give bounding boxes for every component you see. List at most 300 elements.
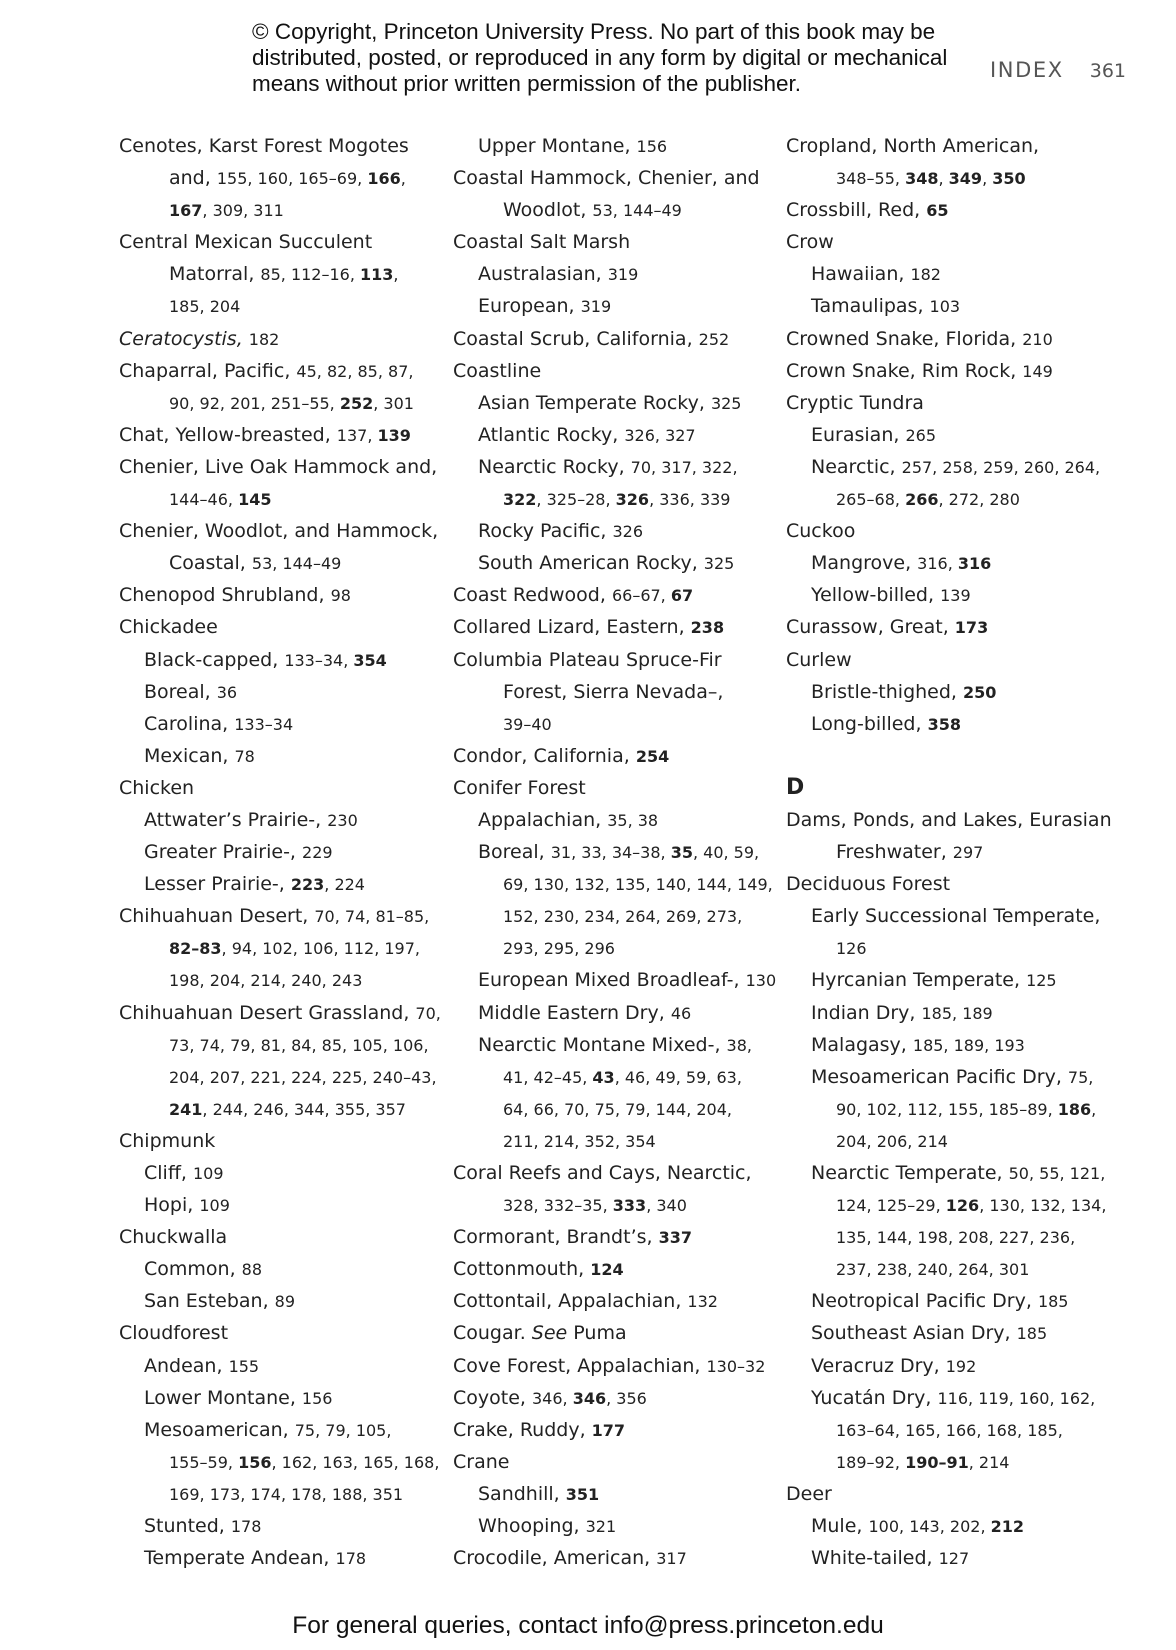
- index-entry-line: [453, 1157, 783, 1189]
- page-reference: 346,: [531, 1388, 573, 1408]
- index-term: Whooping,: [478, 1515, 586, 1538]
- page-reference: 149: [1022, 361, 1053, 381]
- index-term: Conifer Forest: [453, 776, 586, 799]
- page-reference: 67: [670, 586, 694, 606]
- index-entry-line: [453, 1414, 783, 1446]
- index-entry-line: [786, 900, 1116, 932]
- index-entry-line: [453, 579, 783, 611]
- page-reference: 31, 33, 34–38,: [550, 843, 671, 863]
- page-reference: 156: [301, 1388, 333, 1408]
- page-reference: 64, 66, 70, 75, 79, 144, 204,: [503, 1099, 732, 1119]
- page-reference: 65: [926, 201, 949, 221]
- index-entry-line: [453, 323, 783, 355]
- page-reference: , 244, 246, 344, 355, 357: [202, 1099, 406, 1119]
- index-term: South American Rocky,: [478, 552, 704, 575]
- page-reference: 82–83: [169, 939, 222, 959]
- page-reference: 257, 258, 259, 260, 264,: [901, 457, 1101, 477]
- page-reference: 155: [228, 1356, 260, 1376]
- index-entry-line: [119, 997, 449, 1029]
- page-reference: , 356: [606, 1388, 647, 1408]
- index-term: Indian Dry,: [811, 1001, 922, 1024]
- index-term: Common,: [144, 1258, 242, 1281]
- index-term: See: [531, 1322, 568, 1345]
- page-reference: 230: [327, 810, 358, 830]
- index-term: Forest, Sierra Nevada–,: [503, 680, 724, 703]
- page-reference: 90, 92, 201, 251–55,: [169, 393, 340, 413]
- index-entry-line: [119, 1189, 449, 1221]
- copyright-line: means without prior written permission of the publisher.: [252, 71, 802, 96]
- page-reference: 252: [339, 393, 374, 413]
- page-reference: 319: [607, 265, 639, 285]
- page-reference: 237, 238, 240, 264, 301: [836, 1260, 1030, 1280]
- index-entry-line: [786, 1414, 1116, 1446]
- page-reference: 156: [636, 137, 668, 156]
- index-entry-line: [786, 162, 1116, 194]
- copyright-line: © Copyright, Princeton University Press. No part of this book may be: [252, 19, 936, 44]
- page-reference: 45, 82, 85, 87,: [296, 361, 414, 381]
- index-term: Crossbill, Red,: [786, 199, 927, 222]
- index-term: Coastal,: [169, 552, 252, 575]
- index-entry-line: [453, 611, 783, 643]
- page-reference: 145: [238, 490, 272, 510]
- page-reference: 53, 144–49: [592, 201, 682, 221]
- index-entry-line: [786, 290, 1116, 322]
- index-entry-line: [119, 644, 449, 676]
- page-reference: 89: [274, 1292, 296, 1312]
- index-entry-line: [786, 708, 1116, 740]
- index-entry-line: [119, 836, 449, 868]
- page-reference: 351: [565, 1484, 600, 1504]
- page-reference: 321: [585, 1517, 617, 1537]
- index-term: Attwater’s Prairie-,: [144, 808, 328, 831]
- index-entry-line: [119, 1221, 449, 1253]
- index-term: Asian Temperate Rocky,: [478, 391, 711, 414]
- index-entry-line: [453, 1382, 783, 1414]
- page-reference: 211, 214, 352, 354: [503, 1131, 656, 1151]
- index-entry-line: [453, 451, 783, 483]
- index-term: Chenopod Shrubland,: [119, 584, 331, 607]
- index-term: Mule,: [811, 1515, 869, 1538]
- index-term: Cloudforest: [119, 1322, 229, 1345]
- index-entry-line: [453, 1061, 783, 1093]
- index-entry-line: [786, 1478, 1116, 1510]
- index-term: San Esteban,: [144, 1290, 275, 1313]
- page-reference: 333: [612, 1196, 647, 1216]
- index-term: Chaparral, Pacific,: [119, 359, 297, 382]
- page-reference: 126: [836, 939, 867, 959]
- index-term: Coastal Salt Marsh: [453, 231, 631, 254]
- index-term: Hyrcanian Temperate,: [811, 969, 1027, 992]
- index-term: White-tailed,: [811, 1547, 939, 1570]
- index-term: Hopi,: [144, 1194, 200, 1217]
- index-entry-line: [453, 868, 783, 900]
- page-reference: 130: [745, 971, 777, 991]
- index-term: Freshwater,: [836, 841, 953, 864]
- index-entry-line: [453, 1478, 783, 1510]
- page-reference: 144–46,: [169, 490, 239, 510]
- page-reference: 75, 79, 105,: [294, 1420, 392, 1440]
- index-entry-line: [453, 387, 783, 419]
- index-entry-line: [119, 226, 449, 258]
- page-reference: 155, 160, 165–69,: [216, 169, 368, 189]
- page-reference: 127: [938, 1549, 970, 1569]
- page-reference: ,: [393, 265, 399, 285]
- page-reference: 185: [1037, 1292, 1069, 1312]
- index-term: Stunted,: [144, 1515, 231, 1538]
- index-entry-line: [453, 258, 783, 290]
- index-term: Mexican,: [144, 744, 235, 767]
- page-reference: , 301: [373, 393, 414, 413]
- page-reference: 70,: [415, 1003, 441, 1023]
- page-reference: , 162, 163, 165, 168,: [271, 1452, 440, 1472]
- index-entry-line: [786, 1317, 1116, 1349]
- index-term: D: [786, 774, 805, 800]
- index-spacer: [786, 740, 1116, 772]
- index-term: Long-billed,: [811, 712, 928, 735]
- page-reference: 35: [670, 843, 693, 863]
- page-reference: 46: [670, 1003, 692, 1023]
- index-entry-line: [786, 1510, 1116, 1542]
- index-term: Mesoamerican Pacific Dry,: [811, 1065, 1068, 1088]
- index-entry-line: [453, 130, 783, 162]
- index-entry-line: [119, 258, 449, 290]
- index-term: Crow: [786, 231, 834, 254]
- index-entry-line: [119, 804, 449, 836]
- page-reference: 322: [503, 490, 537, 510]
- page-reference: 348: [905, 169, 939, 189]
- index-column-1: [119, 130, 449, 1574]
- index-entry-line: [786, 547, 1116, 579]
- index-term: Malagasy,: [811, 1033, 913, 1056]
- page-reference: 316: [957, 554, 992, 574]
- index-term: Nearctic,: [811, 455, 902, 478]
- running-head: [990, 58, 1126, 82]
- page-reference: 137,: [336, 425, 378, 445]
- index-entry-line: [119, 1061, 449, 1093]
- index-entry-line: [786, 1446, 1116, 1478]
- page-reference: ,: [982, 169, 993, 189]
- index-term: Crocodile, American,: [453, 1547, 657, 1570]
- index-term: Crane: [453, 1450, 510, 1473]
- index-term: Cougar.: [453, 1322, 532, 1345]
- index-entry-line: [453, 1253, 783, 1285]
- index-term: Coral Reefs and Cays, Nearctic,: [453, 1162, 752, 1184]
- index-term: Eurasian,: [811, 423, 906, 446]
- index-term: Coastal Scrub, California,: [453, 327, 699, 350]
- index-term: Curlew: [786, 648, 852, 671]
- index-entry-line: [119, 1510, 449, 1542]
- index-entry-line: [119, 900, 449, 932]
- page-reference: 39–40: [503, 714, 552, 734]
- index-term: Chihuahuan Desert,: [119, 905, 315, 928]
- copyright-notice: [252, 19, 952, 97]
- index-entry-line: [453, 290, 783, 322]
- index-entry-line: [453, 226, 783, 258]
- index-entry-line: [119, 1029, 449, 1061]
- page-reference: 265–68,: [836, 490, 906, 510]
- index-entry-line: [786, 836, 1116, 868]
- index-term: Andean,: [144, 1354, 229, 1377]
- index-entry-line: [786, 194, 1116, 226]
- index-term: Curassow, Great,: [786, 616, 955, 639]
- index-entry-line: [453, 1093, 783, 1125]
- index-entry-line: [453, 997, 783, 1029]
- index-entry-line: [453, 1446, 783, 1478]
- page-reference: 133–34: [234, 714, 294, 734]
- index-term: Chenier, Woodlot, and Hammock,: [119, 520, 439, 543]
- page-reference: , 214: [968, 1452, 1010, 1472]
- index-entry-line: [119, 547, 449, 579]
- page-reference: 132: [687, 1292, 718, 1312]
- page-reference: 109: [199, 1196, 230, 1216]
- index-entry-line: [786, 1253, 1116, 1285]
- index-entry-line: [453, 1542, 783, 1574]
- index-term: Crake, Ruddy,: [453, 1418, 592, 1441]
- page-reference: 125: [1026, 971, 1057, 991]
- index-entry-line: [119, 1478, 449, 1510]
- index-entry-line: [119, 1125, 449, 1157]
- index-entry-line: [453, 1317, 783, 1349]
- page-reference: 293, 295, 296: [503, 939, 615, 959]
- index-entry-line: [119, 1350, 449, 1382]
- index-term: Cryptic Tundra: [786, 391, 924, 414]
- page-reference: 69, 130, 132, 135, 140, 144, 149,: [503, 875, 773, 895]
- index-entry-line: [119, 290, 449, 322]
- index-term: Carolina,: [144, 712, 235, 735]
- page-reference: 78: [234, 746, 255, 766]
- index-entry-line: [119, 1542, 449, 1574]
- index-entry-line: [119, 419, 449, 451]
- page-reference: 35, 38: [607, 810, 659, 830]
- index-entry-line: [453, 676, 783, 708]
- page-reference: 186: [1057, 1099, 1092, 1119]
- index-entry-line: [453, 964, 783, 996]
- page-reference: 185, 189, 193: [912, 1035, 1025, 1055]
- index-term: Cliff,: [144, 1162, 193, 1184]
- index-entry-line: [786, 932, 1116, 964]
- index-entry-line: [786, 226, 1116, 258]
- index-entry-line: [786, 997, 1116, 1029]
- index-term: Cove Forest, Appalachian,: [453, 1354, 707, 1377]
- index-term: Puma: [567, 1322, 627, 1345]
- page-reference: 254: [635, 746, 670, 766]
- index-entry-line: [119, 387, 449, 419]
- index-entry-line: [453, 836, 783, 868]
- page-reference: ,: [938, 169, 949, 189]
- page-reference: , 336, 339: [649, 490, 731, 510]
- index-term: Crown Snake, Rim Rock,: [786, 359, 1023, 382]
- index-entry-line: [786, 1157, 1116, 1189]
- page-reference: 250: [963, 682, 997, 702]
- index-entry-line: [119, 194, 449, 226]
- index-entry-line: [119, 323, 449, 355]
- index-entry-line: [453, 772, 783, 804]
- page-reference: 70, 317, 322,: [630, 457, 738, 477]
- index-entry-line: [453, 355, 783, 387]
- page-reference: 126: [945, 1196, 980, 1216]
- index-entry-line: [453, 708, 783, 740]
- page-reference: 325: [710, 393, 742, 413]
- index-term: Appalachian,: [478, 808, 608, 831]
- index-entry-line: [119, 611, 449, 643]
- page-reference: , 272, 280: [938, 490, 1020, 510]
- index-term: Neotropical Pacific Dry,: [811, 1290, 1038, 1313]
- page-reference: 265: [905, 425, 936, 445]
- index-letter-heading: [786, 772, 1116, 804]
- index-entry-line: [786, 387, 1116, 419]
- page-reference: 204, 207, 221, 224, 225, 240–43,: [169, 1067, 437, 1087]
- index-entry-line: [786, 804, 1116, 836]
- index-term: European Mixed Broadleaf-,: [478, 969, 746, 992]
- index-term: Condor, California,: [453, 744, 636, 767]
- index-term: Columbia Plateau Spruce-Fir: [453, 648, 722, 671]
- page-reference: 348–55,: [836, 169, 906, 189]
- index-entry-line: [119, 868, 449, 900]
- page-reference: 152, 230, 234, 264, 269, 273,: [503, 907, 743, 927]
- index-column-3: [786, 130, 1116, 1574]
- index-term: Cuckoo: [786, 520, 856, 543]
- page-reference: 73, 74, 79, 81, 84, 85, 105, 106,: [169, 1035, 429, 1055]
- index-entry-line: [119, 1382, 449, 1414]
- copyright-line: distributed, posted, or reproduced in any form by digital or mechanical: [252, 45, 948, 70]
- index-term: Tamaulipas,: [811, 295, 930, 318]
- index-entry-line: [786, 1093, 1116, 1125]
- index-entry-line: [453, 1285, 783, 1317]
- index-entry-line: [786, 258, 1116, 290]
- page-reference: 319: [580, 297, 612, 317]
- index-entry-line: [453, 804, 783, 836]
- page-reference: 252: [698, 329, 730, 349]
- index-term: Crowned Snake, Florida,: [786, 327, 1023, 350]
- page-reference: 66–67,: [611, 586, 671, 606]
- page-reference: ,: [1091, 1099, 1097, 1119]
- index-term: Coastline: [453, 359, 542, 382]
- index-term: Cropland, North American,: [786, 135, 1040, 157]
- index-entry-line: [453, 644, 783, 676]
- index-term: Sandhill,: [478, 1482, 566, 1505]
- index-term: Nearctic Temperate,: [811, 1162, 1009, 1184]
- index-entry-line: [786, 1285, 1116, 1317]
- page-reference: 50, 55, 121,: [1008, 1164, 1106, 1183]
- index-entry-line: [119, 676, 449, 708]
- page-reference: 317: [656, 1549, 687, 1569]
- index-entry-line: [786, 676, 1116, 708]
- page-reference: 124: [590, 1260, 624, 1280]
- index-term: Ceratocystis,: [119, 327, 243, 350]
- index-entry-line: [786, 1221, 1116, 1253]
- page-reference: 326: [612, 522, 644, 542]
- page-reference: 346: [572, 1388, 607, 1408]
- index-term: Chenier, Live Oak Hammock and,: [119, 455, 438, 478]
- page-reference: 182: [910, 265, 941, 285]
- page-reference: 38,: [726, 1035, 752, 1055]
- page-reference: 139: [377, 425, 411, 445]
- index-entry-line: [786, 1125, 1116, 1157]
- section-title: INDEX: [990, 58, 1064, 82]
- page-reference: 169, 173, 174, 178, 188, 351: [169, 1484, 404, 1504]
- index-term: Deciduous Forest: [786, 873, 951, 896]
- index-entry-line: [453, 483, 783, 515]
- index-entry-line: [786, 419, 1116, 451]
- page-reference: 116, 119, 160, 162,: [937, 1388, 1096, 1408]
- index-entry-line: [786, 611, 1116, 643]
- index-term: Lower Montane,: [144, 1386, 302, 1409]
- index-entry-line: [119, 1093, 449, 1125]
- page-reference: 167: [169, 201, 203, 221]
- index-term: Collared Lizard, Eastern,: [453, 616, 691, 639]
- index-term: and,: [169, 167, 217, 190]
- index-term: Woodlot,: [503, 199, 593, 222]
- index-term: Boreal,: [144, 680, 217, 703]
- page-reference: 212: [990, 1517, 1025, 1537]
- page-reference: 185, 204: [169, 297, 241, 317]
- page-reference: 43: [592, 1067, 615, 1087]
- index-term: Chuckwalla: [119, 1226, 228, 1249]
- index-entry-line: [786, 644, 1116, 676]
- index-term: Rocky Pacific,: [478, 520, 613, 543]
- page-reference: 328, 332–35,: [503, 1196, 613, 1216]
- index-term: Chickadee: [119, 616, 218, 639]
- page-reference: , 325–28,: [536, 490, 616, 510]
- index-term: Black-capped,: [144, 648, 285, 671]
- index-term: Central Mexican Succulent: [119, 231, 373, 254]
- index-term: Coast Redwood,: [453, 584, 612, 607]
- footer-contact: For general queries, contact info@press.princeton.edu: [292, 1612, 884, 1639]
- index-entry-line: [786, 130, 1116, 162]
- page-reference: 354: [353, 650, 387, 670]
- page-reference: ,: [400, 169, 406, 189]
- page-reference: 266: [905, 490, 939, 510]
- index-entry-line: [119, 1253, 449, 1285]
- index-entry-line: [786, 515, 1116, 547]
- index-entry-line: [453, 194, 783, 226]
- index-entry-line: [786, 451, 1116, 483]
- index-term: Bristle-thighed,: [811, 680, 963, 703]
- index-term: Greater Prairie-,: [144, 841, 303, 864]
- index-term: Cottontail, Appalachian,: [453, 1290, 688, 1313]
- page-reference: 163–64, 165, 166, 168, 185,: [836, 1420, 1063, 1440]
- index-entry-line: [453, 1029, 783, 1061]
- page-reference: 135, 144, 198, 208, 227, 236,: [836, 1228, 1076, 1248]
- index-term: Coyote,: [453, 1386, 532, 1409]
- index-entry-line: [786, 323, 1116, 355]
- page-reference: 204, 206, 214: [836, 1131, 948, 1151]
- index-term: Matorral,: [169, 263, 261, 286]
- page-reference: 189–92,: [836, 1452, 906, 1472]
- page-reference: 210: [1022, 329, 1053, 349]
- page-reference: 229: [302, 843, 333, 863]
- index-term: Middle Eastern Dry,: [478, 1001, 671, 1024]
- index-entry-line: [453, 1189, 783, 1221]
- index-entry-line: [119, 932, 449, 964]
- page-reference: 325: [703, 554, 735, 574]
- page-reference: 316,: [917, 554, 958, 574]
- index-term: Yellow-billed,: [811, 584, 941, 607]
- index-term: Mesoamerican,: [144, 1418, 295, 1441]
- index-entry-line: [453, 1125, 783, 1157]
- index-term: Yucatán Dry,: [811, 1386, 938, 1409]
- page-reference: , 309, 311: [202, 201, 284, 221]
- page-reference: 75,: [1067, 1067, 1094, 1087]
- page-reference: 190–91: [905, 1452, 969, 1472]
- index-entry-line: [453, 547, 783, 579]
- index-term: Mangrove,: [811, 552, 918, 575]
- page-reference: 98: [330, 586, 351, 606]
- page-reference: 198, 204, 214, 240, 243: [169, 971, 363, 991]
- index-column-2: [453, 130, 783, 1574]
- index-term: Coastal Hammock, Chenier, and: [453, 167, 760, 190]
- index-term: Hawaiian,: [811, 263, 911, 286]
